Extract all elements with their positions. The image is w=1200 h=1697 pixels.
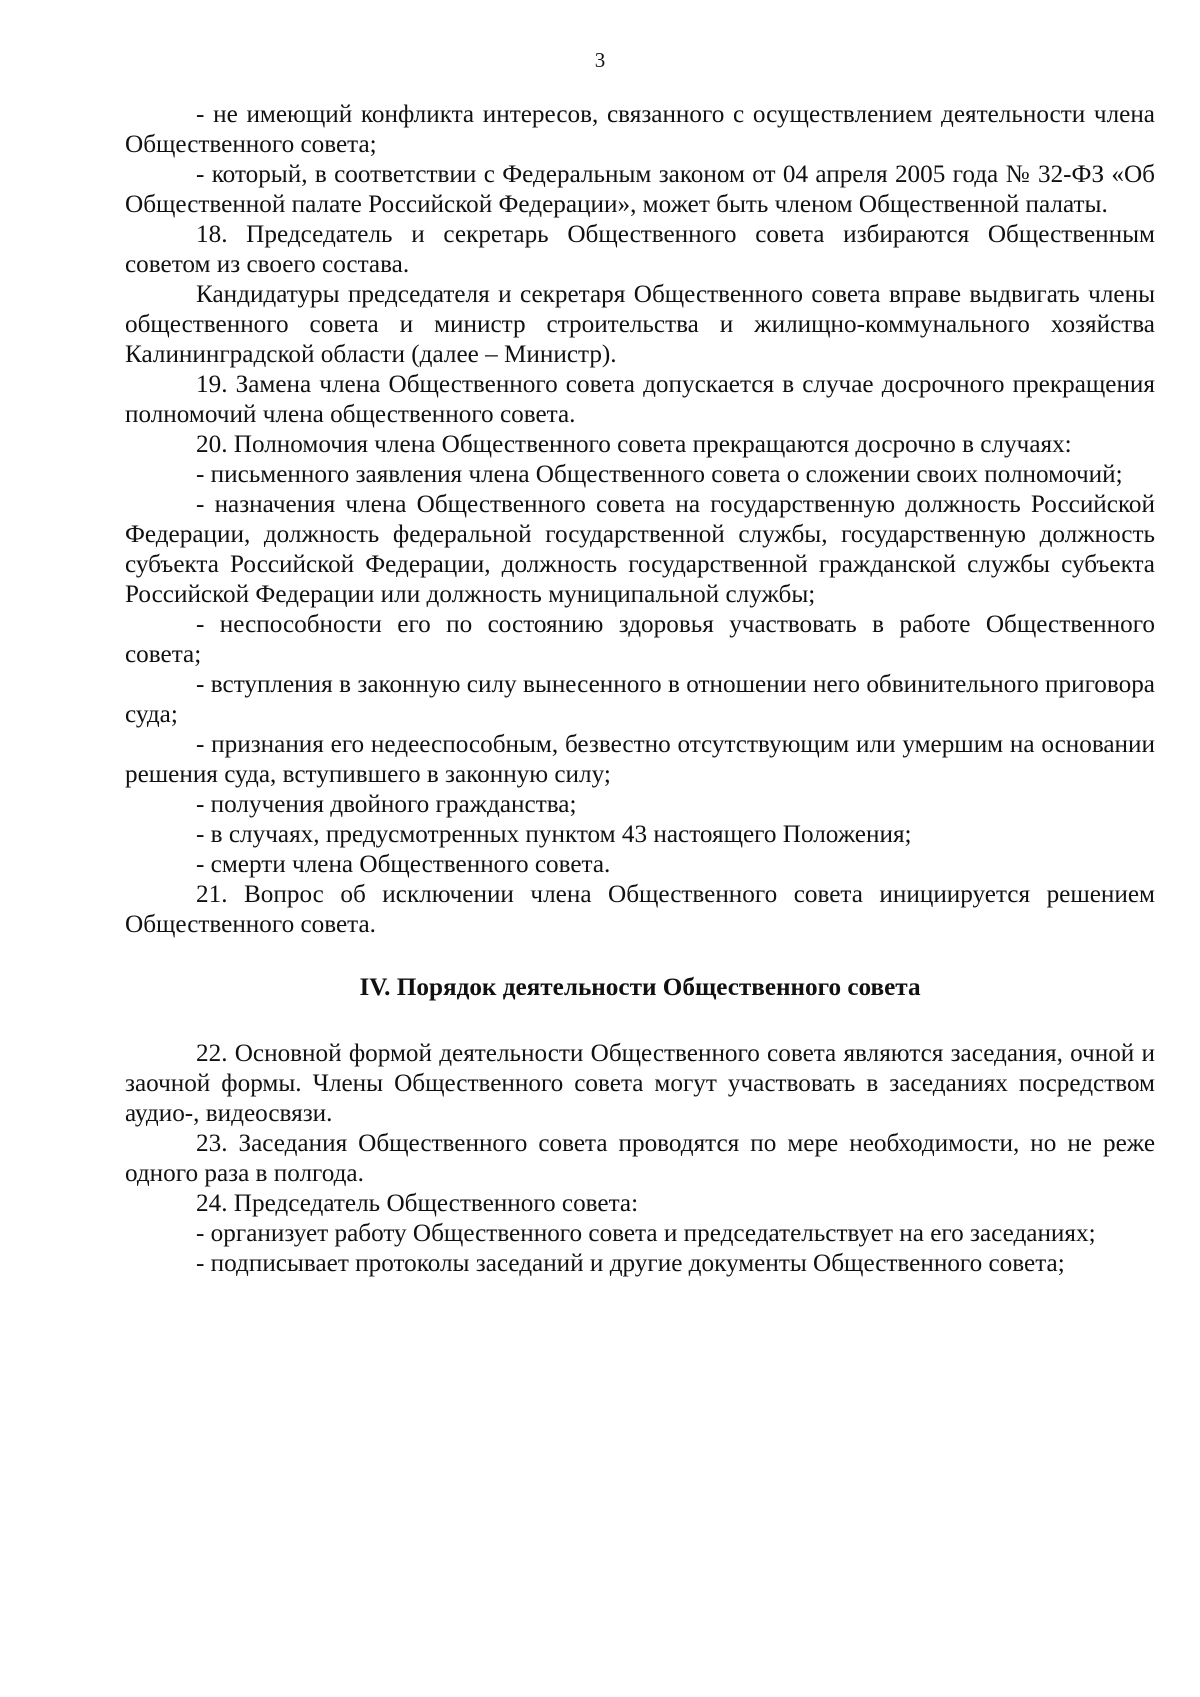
paragraph: - в случаях, предусмотренных пунктом 43 настоящего Положения; — [196, 821, 912, 848]
paragraph: - признания его недееспособным, безвестно отсутствующим или умершим на основании решения суда, вступившего в законную силу; — [125, 731, 1155, 788]
page-number: 3 — [594, 48, 606, 72]
paragraph: 19. Замена члена Общественного совета допускается в случае досрочного прекращения полномочий члена общественного совета. — [125, 371, 1155, 428]
document-body — [125, 100, 1155, 1279]
paragraph: - назначения члена Общественного совета на государственную должность Российской Федерации, должность федеральной государственной службы, государственную должность субъекта Российской Федерации, должность государственной гражданской службы субъекта Российской Федерации или должность муниципальной службы; — [125, 491, 1155, 608]
paragraph: 24. Председатель Общественного совета: — [196, 1190, 639, 1217]
paragraph: 23. Заседания Общественного совета проводятся по мере необходимости, но не реже одного раза в полгода. — [125, 1130, 1155, 1187]
paragraph: 22. Основной формой деятельности Общественного совета являются заседания, очной и заочной формы. Члены Общественного совета могут участвовать в заседаниях посредством аудио-, видеосвязи. — [125, 1040, 1155, 1127]
paragraph: - смерти члена Общественного совета. — [196, 851, 611, 878]
paragraph: - вступления в законную силу вынесенного в отношении него обвинительного приговора суда; — [125, 671, 1155, 728]
paragraph: - неспособности его по состоянию здоровья участвовать в работе Общественного совета; — [125, 611, 1155, 668]
paragraph: - который, в соответствии с Федеральным законом от 04 апреля 2005 года № 32-ФЗ «Об Общественной палате Российской Федерации», может быть членом Общественной палаты. — [125, 161, 1155, 218]
paragraph: - письменного заявления члена Общественного совета о сложении своих полномочий; — [196, 461, 1123, 488]
section-heading: IV. Порядок деятельности Общественного совета — [359, 974, 921, 1001]
paragraph: - подписывает протоколы заседаний и другие документы Общественного совета; — [196, 1250, 1065, 1277]
paragraph: Кандидатуры председателя и секретаря Общественного совета вправе выдвигать члены общественного совета и министр строительства и жилищно-коммунального хозяйства Калининградской области (далее – Министр). — [125, 281, 1155, 368]
paragraph: - не имеющий конфликта интересов, связанного с осуществлением деятельности члена Общественного совета; — [125, 101, 1155, 158]
paragraph: - организует работу Общественного совета и председательствует на его заседаниях; — [196, 1220, 1096, 1247]
paragraph: - получения двойного гражданства; — [196, 791, 577, 818]
paragraph: 20. Полномочия члена Общественного совета прекращаются досрочно в случаях: — [196, 431, 1072, 458]
paragraph: 18. Председатель и секретарь Общественного совета избираются Общественным советом из своего состава. — [125, 221, 1155, 278]
paragraph: 21. Вопрос об исключении члена Общественного совета инициируется решением Общественного совета. — [125, 881, 1155, 938]
